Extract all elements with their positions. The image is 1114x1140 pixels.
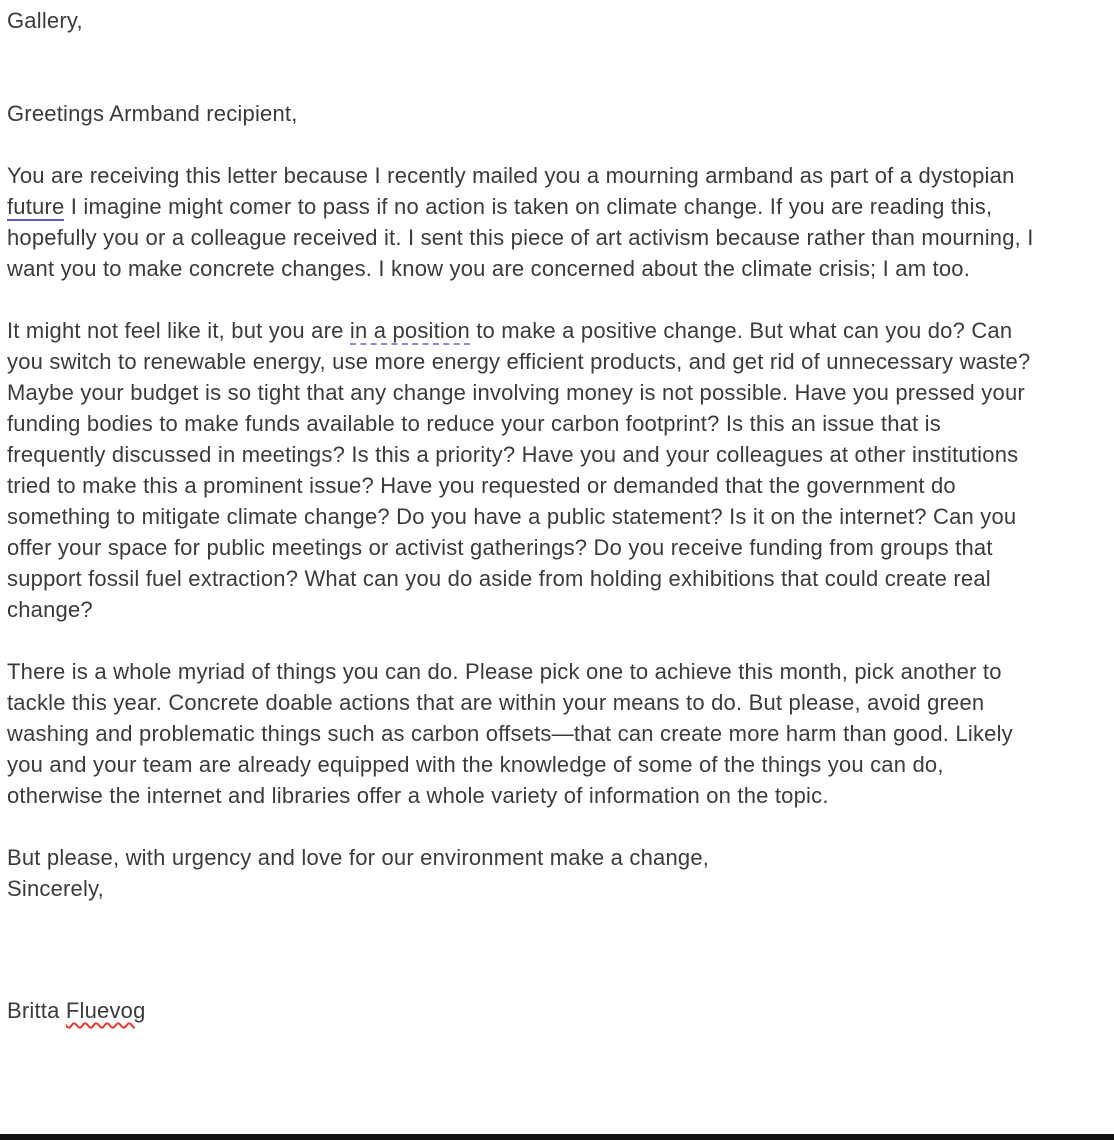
signature-line (7, 995, 1034, 1026)
paragraph-1 (7, 160, 1034, 284)
grammar-suggestion-phrase[interactable]: in a position (349, 318, 470, 343)
paragraph-1-text-before: You are receiving this letter because I recently mailed you a mourning armband as part of a dystopian (7, 163, 1015, 188)
closing-line: But please, with urgency and love for our environment make a change, (7, 845, 710, 870)
paragraph-2 (7, 315, 1034, 625)
underlined-word-future: future (7, 194, 65, 219)
greeting: Greetings Armband recipient, (7, 101, 298, 126)
signature-first-name: Britta (7, 998, 66, 1023)
signature-last-name-spell-error[interactable]: Fluevog (65, 998, 146, 1023)
paragraph-2-text-after: to make a positive change. But what can you do? Can you switch to renewable energy, use more energy efficient products, and get rid of unnecessary waste? Maybe your budget is so tight that any change involving money is not possible. Have you pressed your funding bodies to make funds available to reduce your carbon footprint? Is this an issue that is frequently discussed in meetings? Is this a priority? Have you and your colleagues at other institutions tried to make this a prominent issue? Have you requested or demanded that the government do something to mitigate climate change? Do you have a public statement? Is it on the internet? Can you offer your space for public meetings or activist gatherings? Do you receive funding from groups that support fossil fuel extraction? What can you do aside from holding exhibitions that could create real change? (7, 318, 1031, 622)
window-bottom-edge-bar (0, 1134, 1114, 1140)
salutation: Gallery, (7, 8, 83, 33)
paragraph-3: There is a whole myriad of things you can do. Please pick one to achieve this month, pick another to tackle this year. Concrete doable actions that are within your means to do. But please, avoid green washing and problematic things such as carbon offsets—that can create more harm than good. Likely you and your team are already equipped with the knowledge of some of the things you can do, otherwise the internet and libraries offer a whole variety of information on the topic. (7, 659, 1013, 808)
sincerely-line: Sincerely, (7, 876, 104, 901)
paragraph-2-text-before: It might not feel like it, but you are (7, 318, 350, 343)
paragraph-1-text-after: I imagine might comer to pass if no action is taken on climate change. If you are reading this, hopefully you or a colleague received it. I sent this piece of art activism because rather than mourning, I want you to make concrete changes. I know you are concerned about the climate crisis; I am too. (7, 194, 1034, 281)
